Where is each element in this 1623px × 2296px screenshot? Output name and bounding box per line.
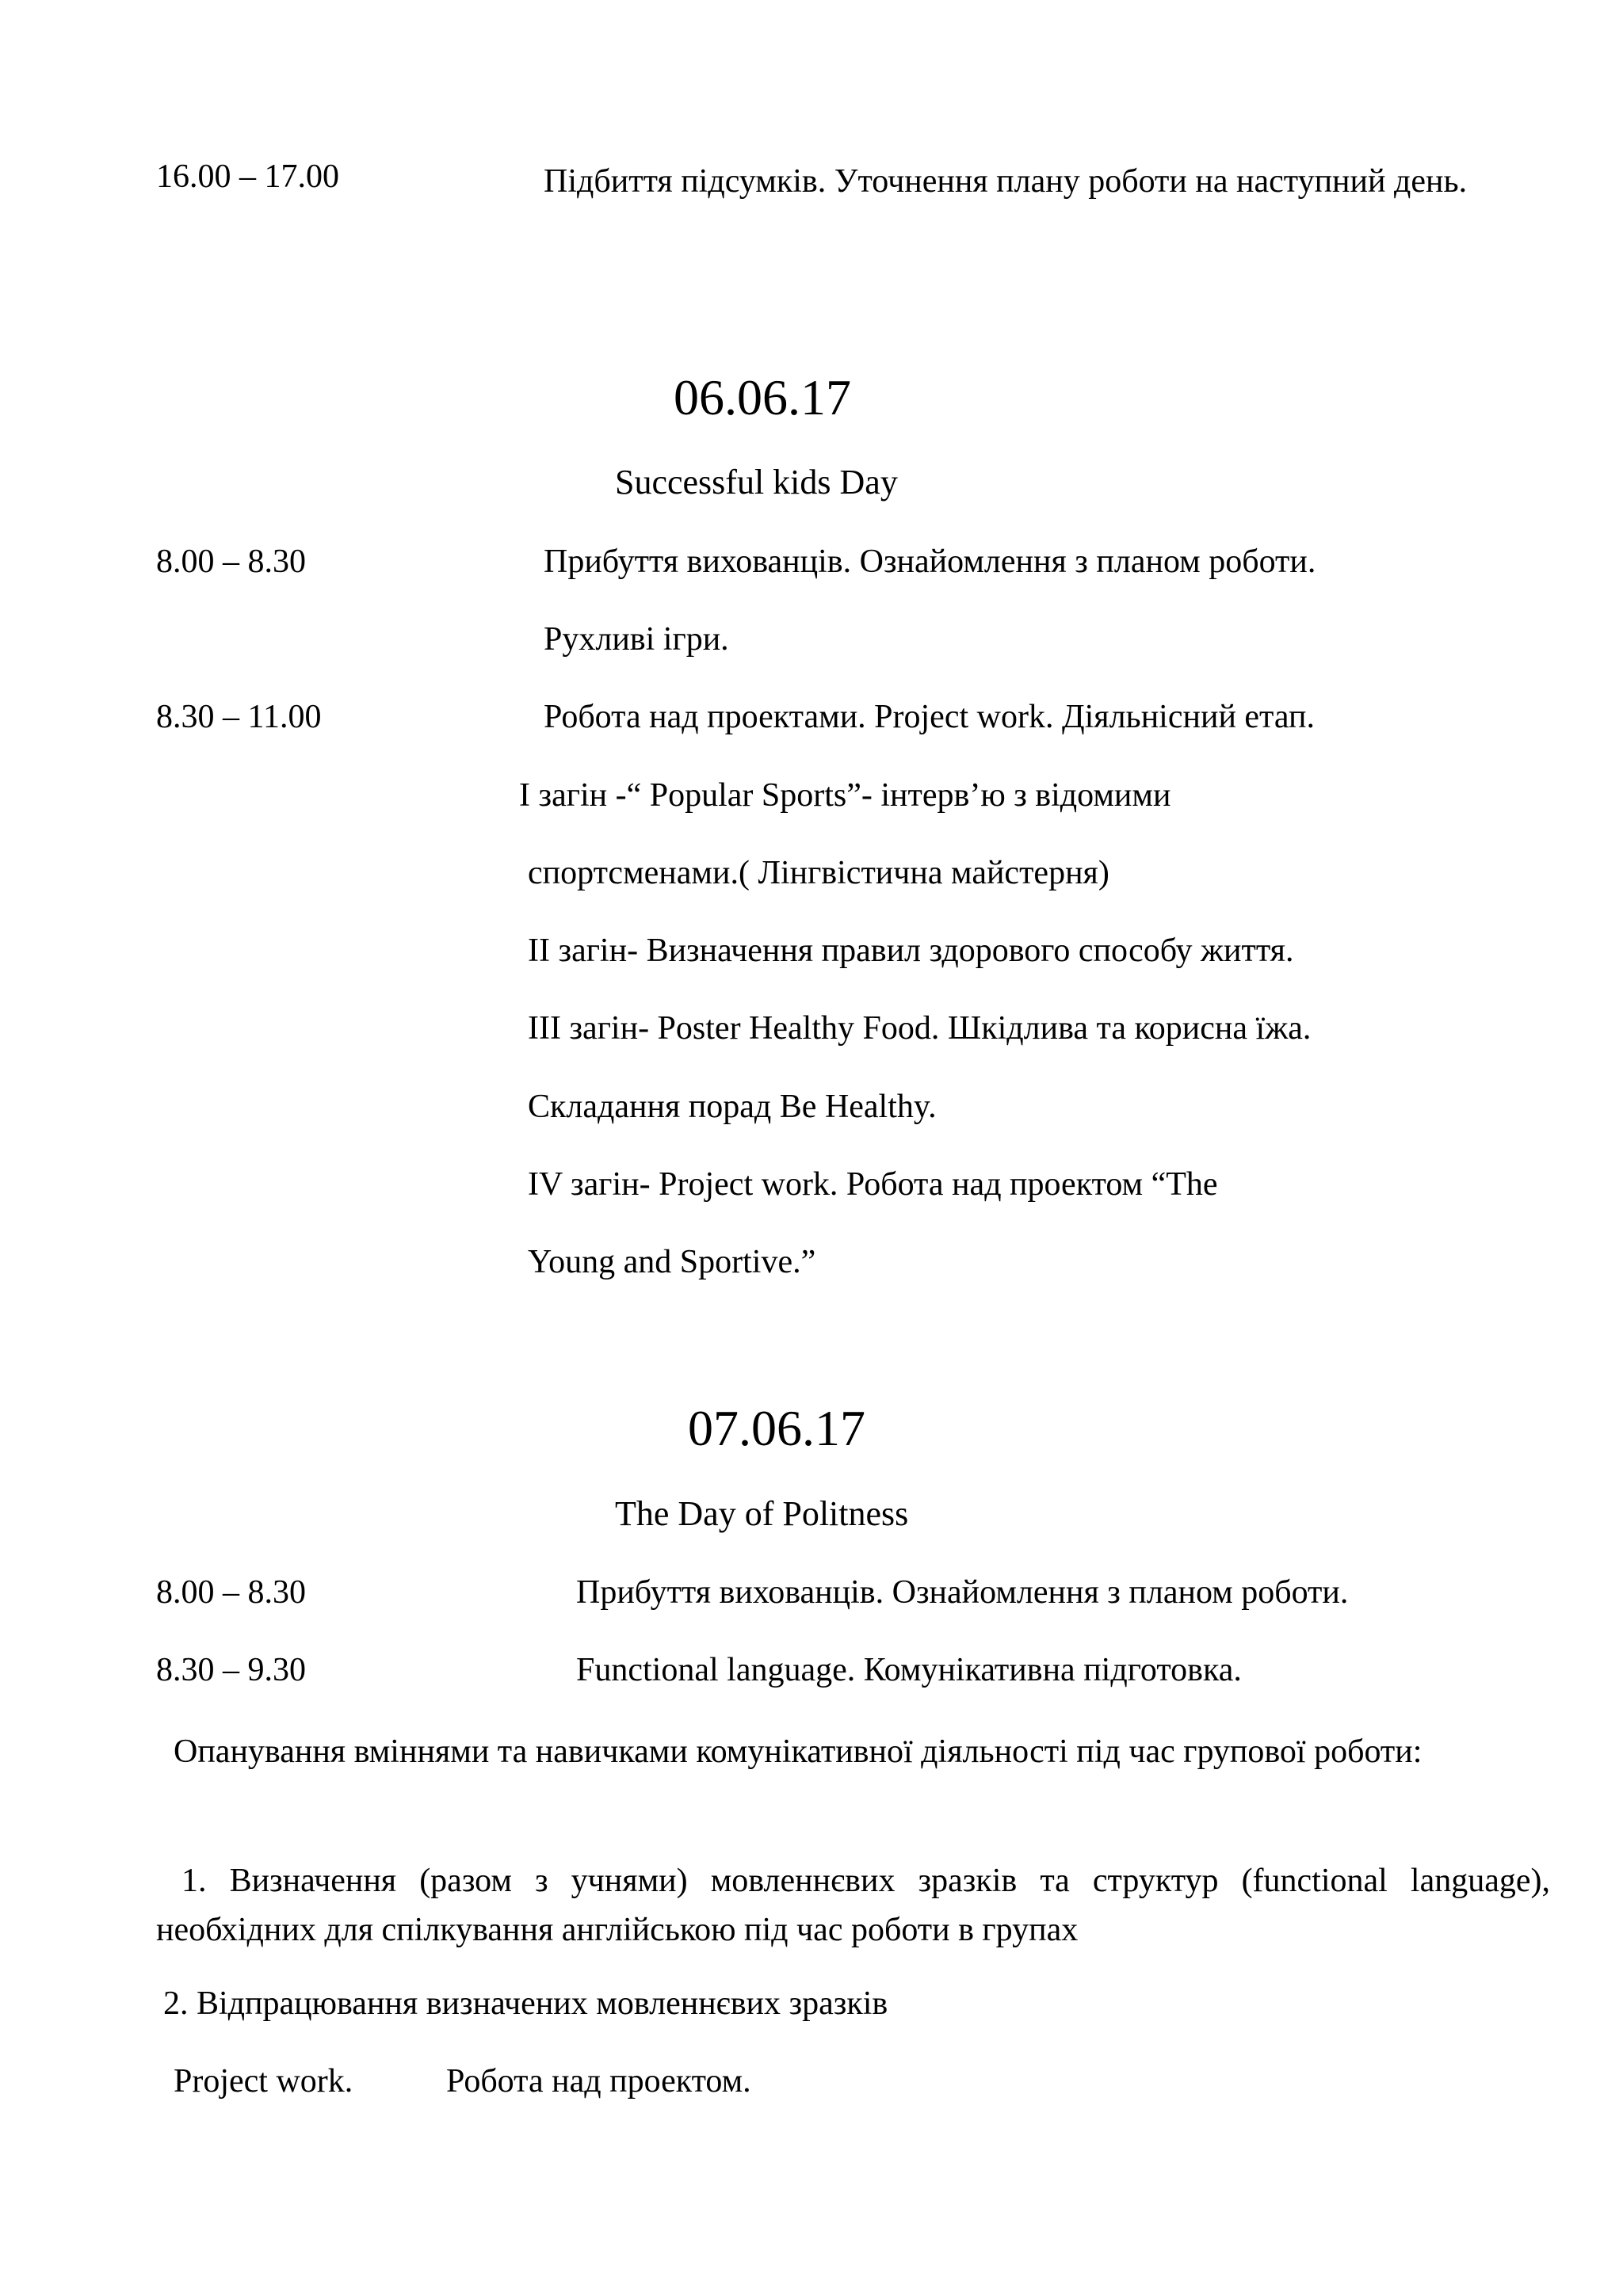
group-line: Складання порад Be Healthy. [528,1089,937,1125]
group-line: IV загін- Project work. Робота над проектом “The [528,1166,1218,1203]
schedule-time: 8.30 – 11.00 [156,699,322,735]
group-line: I загін -“ Popular Sports”- інтерв’ю з відомими [519,777,1171,814]
schedule-time: 16.00 – 17.00 [156,158,339,195]
schedule-time: 8.30 – 9.30 [156,1652,306,1688]
project-label: Project work. [174,2063,353,2100]
numbered-item: 1. Визначення (разом з учнями) мовленнєвих зразків та структур (functional language), необхідних для спілкування англійською під час роботи в групах [156,1863,1550,1948]
day-date: 06.06.17 [674,369,851,425]
numbered-item: 2. Відпрацювання визначених мовленнєвих зразків [163,1985,888,2022]
project-text: Робота над проектом. [446,2063,751,2100]
schedule-activity: Functional language. Комунікативна підготовка. [576,1652,1242,1688]
group-line: Young and Sportive.” [528,1244,816,1280]
schedule-activity: Рухливі ігри. [544,621,729,658]
group-line: спортсменами.( Лінгвістична майстерня) [528,855,1109,891]
schedule-time: 8.00 – 8.30 [156,543,306,580]
day-title: Successful kids Day [615,463,898,502]
schedule-activity: Підбиття підсумків. Уточнення плану роботи на наступний день. [544,163,1468,200]
schedule-activity: Робота над проектами. Project work. Діяльнісний етап. [544,699,1315,735]
schedule-activity: Прибуття вихованців. Ознайомлення з планом роботи. [544,543,1316,580]
description-paragraph: Опанування вміннями та навичками комунікативної діяльності під час групової роботи: [174,1733,1423,1770]
group-line: II загін- Визначення правил здорового способу життя. [528,933,1294,969]
day-date: 07.06.17 [688,1400,865,1456]
day-title: The Day of Politness [615,1494,909,1533]
group-line: III загін- Poster Healthy Food. Шкідлива та корисна їжа. [528,1010,1312,1047]
schedule-time: 8.00 – 8.30 [156,1574,306,1611]
schedule-activity: Прибуття вихованців. Ознайомлення з планом роботи. [576,1574,1349,1611]
